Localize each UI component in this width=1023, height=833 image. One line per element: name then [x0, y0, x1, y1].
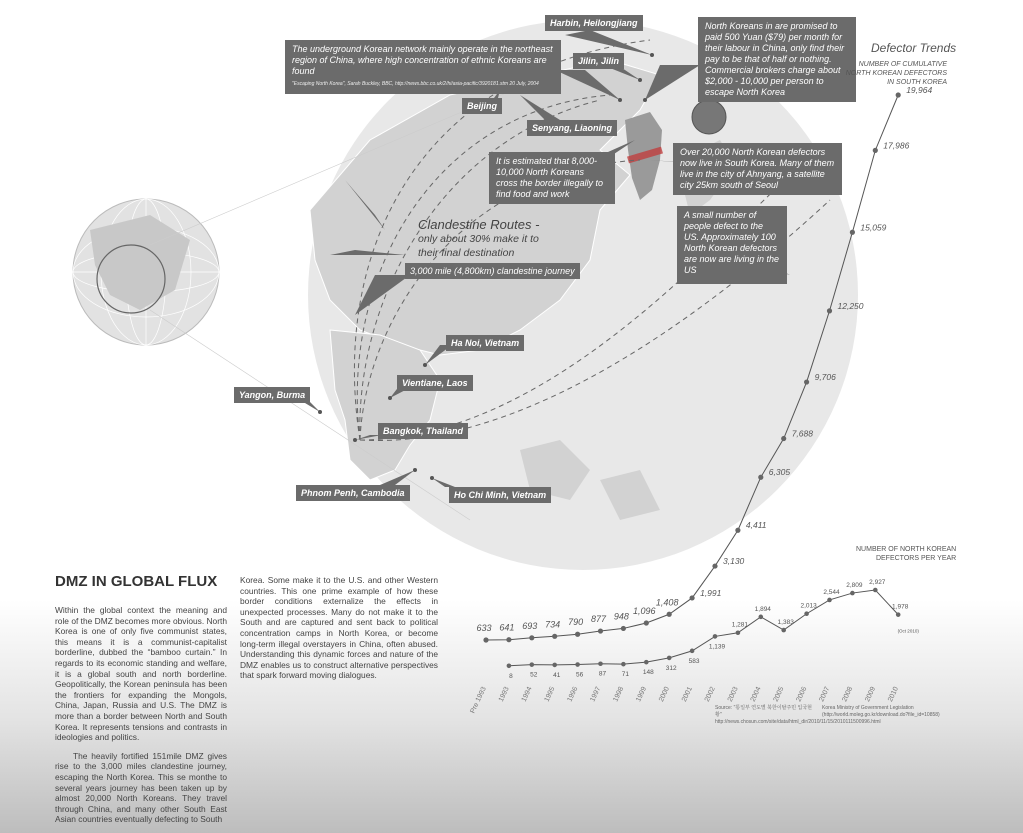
x-tick-1993: 1993 [497, 685, 511, 703]
cumulative-label-Pre 1993: 633 [476, 623, 492, 633]
source-right: Korea Ministry of Government Legislation (http://world.moleg.go.kr/download.do?file_id=10858) [822, 705, 940, 718]
yearly-label-1994: 52 [530, 671, 538, 679]
cumulative-label-1995: 734 [545, 619, 561, 630]
location-hochiminh: Ho Chi Minh, Vietnam [449, 487, 551, 503]
journey-label: 3,000 mile (4,800km) clandestine journey [405, 263, 580, 279]
yearly-label-2005: 1,383 [777, 619, 794, 627]
yearly-label-2007: 2,544 [823, 588, 840, 596]
cumulative-label-1997: 877 [590, 614, 607, 625]
yearly-point-1999 [644, 660, 649, 665]
x-tick-1994: 1994 [520, 685, 534, 703]
location-beijing: Beijing [462, 98, 502, 114]
cumulative-point-1995 [552, 634, 557, 639]
chart-title: Defector Trends [871, 41, 957, 55]
location-harbin: Harbin, Heilongjiang [545, 15, 643, 31]
cumulative-point-2001 [690, 595, 695, 600]
cumulative-point-1998 [621, 626, 626, 631]
x-tick-2007: 2007 [818, 685, 832, 703]
yearly-label-2003: 1,281 [731, 621, 749, 629]
x-tick-1999: 1999 [635, 685, 649, 703]
callout-network: The underground Korean network mainly operate in the northeast region of China, where high concentration of ethnic Koreans are found "Escaping North Korea", Sarah Buckley, BBC, http://news.bbc.co.uk/2/hi/asia-pacific/3920181.stm 20 July, 2004 [285, 40, 561, 94]
article-column-2 [240, 575, 438, 689]
article-paragraph-2: The heavily fortified 151mile DMZ gives rise to the 3,000 miles clandestine journey, escaping the North Korea. This se monthe to several years journey has been taken up by almost 20,000 North Koreans. They travel through China, and many other South East Asian countries eventually defecting to South [55, 750, 227, 825]
cumulative-label-2000: 1,408 [655, 597, 679, 608]
x-tick-2006: 2006 [795, 685, 809, 703]
cumulative-label-2007: 12,250 [837, 300, 864, 311]
cumulative-label-2009: 17,986 [883, 140, 910, 151]
yearly-label-1995: 41 [553, 671, 561, 679]
location-senyang: Senyang, Liaoning [527, 120, 617, 136]
cumulative-label-1993: 641 [499, 622, 515, 633]
location-vientiane: Vientiane, Laos [397, 375, 473, 391]
yearly-label-1997: 87 [598, 670, 607, 678]
cumulative-label-2010: 19,964 [906, 85, 933, 95]
cumulative-point-Pre 1993 [483, 637, 488, 642]
x-tick-2009: 2009 [864, 685, 878, 703]
yearly-label-2008: 2,809 [846, 582, 863, 590]
yearly-point-2006 [804, 611, 809, 616]
x-tick-2008: 2008 [841, 685, 855, 703]
yearly-label-2000: 312 [665, 664, 677, 672]
callout-crossings: It is estimated that 8,000-10,000 North Koreans cross the border illegally to find food and work [489, 152, 615, 204]
cumulative-line [486, 95, 898, 640]
location-bangkok: Bangkok, Thailand [378, 423, 468, 439]
yearly-point-1995 [552, 663, 557, 668]
article-paragraph-1: Within the global context the meaning and role of the DMZ becomes more obvious. North Korea is one of only five communist states, this means it is a communist-capitalist borderline, dubbed the “bamboo curtain.” In regards to its economic standing and welfare, it is a global south and north borderline. Geopolitically, the Korean peninsula has been the frontiers for expanding the Mongols, China, Japan, Russia and U.S. The DMZ is more than a border between North and South Korea. It represents tensions and contrasts in ideologies and politics. [55, 605, 227, 743]
cumulative-point-2005 [781, 436, 786, 441]
x-tick-2002: 2002 [703, 685, 717, 703]
cumulative-point-1999 [644, 620, 649, 625]
cumulative-label-1996: 790 [568, 617, 584, 628]
yearly-point-2001 [690, 649, 695, 654]
cumulative-point-2007 [827, 308, 832, 313]
x-tick-2003: 2003 [726, 685, 740, 703]
x-tick-2000: 2000 [658, 685, 672, 703]
location-jilin: Jilin, Jilin [573, 53, 624, 69]
cumulative-label-1998: 948 [613, 611, 629, 622]
callout-southkorea: Over 20,000 North Korean defectors now live in South Korea. Many of them live in the city of Ahnyang, a satellite city 25km south of Seoul [673, 143, 842, 195]
yearly-point-1993 [507, 663, 512, 668]
callout-us: A small number of people defect to the US. Approximately 100 North Korean defectors are now are living in the US [677, 206, 787, 284]
article-title: DMZ IN GLOBAL FLUX [55, 573, 218, 590]
routes-subtitle-2: their final destination [418, 247, 515, 259]
cumulative-label-2008: 15,059 [860, 222, 887, 233]
cumulative-label-2003: 4,411 [745, 520, 767, 531]
yearly-point-2002 [713, 634, 718, 639]
yearly-point-1998 [621, 662, 626, 667]
location-hanoi: Ha Noi, Vietnam [446, 335, 524, 351]
cumulative-label-2005: 7,688 [791, 428, 813, 439]
routes-subtitle-1: only about 30% make it to [418, 233, 539, 245]
cumulative-point-2010 [896, 92, 901, 97]
yearly-point-2008 [850, 591, 855, 596]
cumulative-label-1994: 693 [522, 620, 538, 631]
yearly-point-2010 [896, 612, 901, 617]
yearly-point-1994 [530, 662, 535, 667]
cumulative-label-2006: 9,706 [814, 372, 836, 383]
yearly-label-1999: 148 [642, 669, 654, 677]
x-tick-2010: 2010 [887, 685, 901, 703]
yearly-point-2005 [781, 628, 786, 633]
source-left: Source: "통일부 연도별 북한이탈주민 입국현황" http://news.chosun.com/site/data/html_dir/2010/11/15/2010111500996.html [715, 705, 881, 725]
x-tick-Pre 1993: Pre 1993 [469, 685, 488, 715]
yearly-label-2006: 2,013 [800, 602, 817, 610]
yearly-label-2004: 1,894 [754, 605, 771, 613]
cumulative-point-2006 [804, 379, 809, 384]
yearly-label-2002: 1,139 [708, 643, 726, 651]
x-tick-1998: 1998 [612, 685, 626, 703]
cumulative-label-1999: 1,096 [633, 606, 656, 616]
chart-subtitle-cumulative: NUMBER OF CUMULATIVE NORTH KOREAN DEFECTORS IN SOUTH KOREA [845, 61, 947, 86]
cumulative-point-2004 [758, 475, 763, 480]
cumulative-point-1996 [575, 632, 580, 637]
cumulative-point-2008 [850, 230, 855, 235]
yearly-label-2009: 2,927 [869, 579, 886, 586]
yearly-point-2004 [759, 615, 764, 620]
x-tick-1995: 1995 [543, 685, 557, 703]
cumulative-point-2000 [667, 612, 672, 617]
location-phnompenh: Phnom Penh, Cambodia [296, 485, 410, 501]
callout-wages: North Koreans in are promised to paid 500 Yuan ($79) per month for their labour in China, only find their pay to be that of half or nothing. Commercial brokers charge about $2,000 - 10,000 per person to escape North Korea [698, 17, 856, 102]
cumulative-point-2003 [735, 528, 740, 533]
cumulative-label-2001: 1,991 [700, 587, 722, 598]
yearly-label-1993: 8 [509, 672, 513, 680]
x-tick-1996: 1996 [566, 685, 580, 703]
cumulative-label-2004: 6,305 [768, 467, 791, 478]
yearly-note: (Oct 2010) [897, 628, 919, 634]
cumulative-label-2002: 3,130 [723, 556, 745, 567]
x-tick-2005: 2005 [772, 685, 786, 703]
x-tick-1997: 1997 [589, 685, 603, 703]
yearly-point-1996 [575, 662, 580, 667]
cumulative-point-1993 [506, 637, 511, 642]
x-tick-2001: 2001 [680, 685, 694, 703]
callout-network-source: "Escaping North Korea", Sarah Buckley, BBC, http://news.bbc.co.uk/2/hi/asia-pacific/3920181.stm 20 July, 2004 [292, 81, 539, 87]
yearly-point-1997 [598, 661, 603, 666]
yearly-point-2003 [736, 630, 741, 635]
x-tick-2004: 2004 [749, 685, 763, 703]
chart-subtitle-yearly: NUMBER OF NORTH KOREAN DEFECTORS PER YEAR [856, 546, 957, 562]
routes-title: Clandestine Routes - [418, 217, 540, 232]
article-paragraph-3: Korea. Some make it to the U.S. and other Western countries. This one prime example of how these border conditions externalize the effects in unexpected processes. Many do not make it to the South and are captured and sent back to political concentration camps in North Korea, or become long-term illegal overstayers in China, often abused. Understanding this dynamic forces and nature of the DMZ enables us to construct alternative perspectives that spark forward moving dialogues. [240, 575, 438, 681]
yearly-label-2001: 583 [688, 657, 700, 665]
location-yangon: Yangon, Burma [234, 387, 310, 403]
cumulative-point-1994 [529, 635, 534, 640]
article-column-1 [55, 605, 227, 833]
cumulative-point-2002 [712, 563, 717, 568]
yearly-label-2010: 1,978 [892, 603, 909, 611]
yearly-point-2000 [667, 656, 672, 661]
yearly-label-1998: 71 [621, 671, 630, 679]
cumulative-point-1997 [598, 628, 603, 633]
yearly-point-2007 [827, 598, 832, 603]
yearly-line [509, 587, 898, 666]
yearly-label-1996: 56 [575, 671, 584, 679]
yearly-point-2009 [873, 588, 878, 593]
cumulative-point-2009 [873, 148, 878, 153]
